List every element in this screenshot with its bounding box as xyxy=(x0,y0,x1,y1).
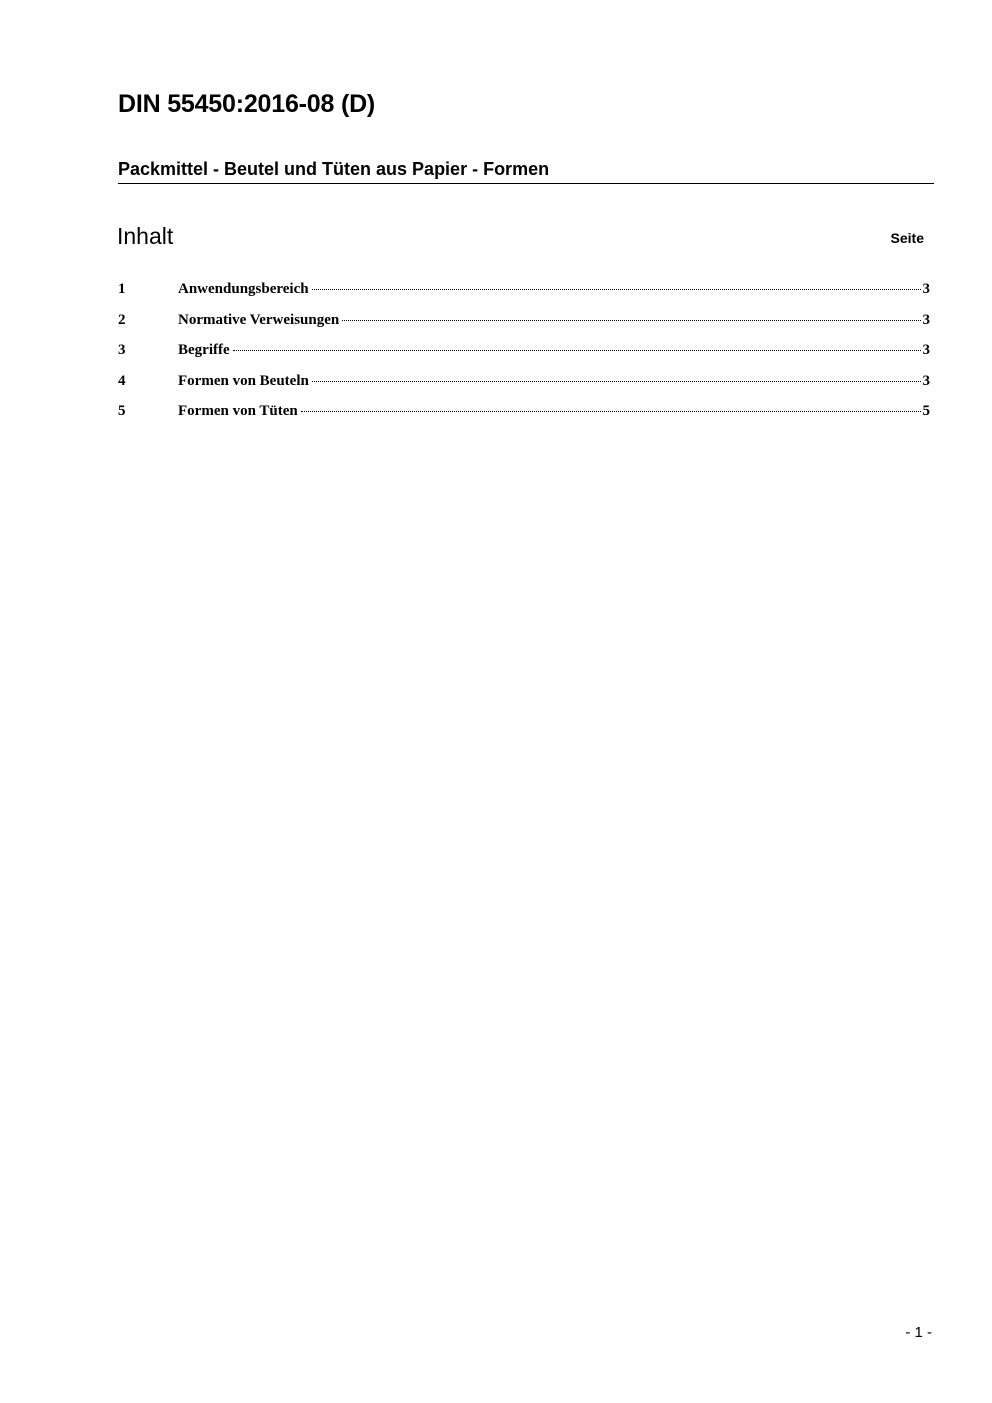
toc-entry-page: 3 xyxy=(922,342,930,358)
toc-entry-number: 1 xyxy=(118,281,126,297)
toc-entry-number: 3 xyxy=(118,342,126,358)
toc-dot-leader xyxy=(301,411,921,412)
toc-entry-begriffe[interactable] xyxy=(118,339,930,370)
toc-entry-page: 5 xyxy=(922,403,930,419)
toc-dot-leader xyxy=(312,289,921,290)
page-number: - 1 - xyxy=(905,1324,932,1341)
toc-entry-normative-verweisungen[interactable] xyxy=(118,309,930,340)
toc-entry-number: 4 xyxy=(118,372,126,389)
toc-entry-formen-von-beuteln[interactable] xyxy=(118,370,930,401)
toc-entry-label: Begriffe xyxy=(178,342,230,358)
toc-entry-page: 3 xyxy=(922,311,930,328)
toc-entry-number: 5 xyxy=(118,403,126,419)
toc-dot-leader xyxy=(342,320,920,321)
toc-page-column-label: Seite xyxy=(890,230,924,246)
toc-dot-leader xyxy=(233,350,921,351)
toc-heading: Inhalt xyxy=(117,223,174,249)
toc-entry-label: Formen von Beuteln xyxy=(178,372,309,389)
toc-entry-label: Formen von Tüten xyxy=(178,403,298,419)
toc-entry-page: 3 xyxy=(922,281,930,297)
table-of-contents xyxy=(118,278,930,431)
toc-entry-page: 3 xyxy=(922,372,930,389)
toc-entry-label: Normative Verweisungen xyxy=(178,311,340,328)
toc-entry-number: 2 xyxy=(118,311,126,328)
toc-entry-label: Anwendungsbereich xyxy=(178,281,309,297)
document-number: DIN 55450:2016-08 (D) xyxy=(118,90,376,118)
toc-dot-leader xyxy=(312,381,921,382)
toc-entry-formen-von-tueten[interactable] xyxy=(118,400,930,431)
toc-entry-anwendungsbereich[interactable] xyxy=(118,278,930,309)
document-title: Packmittel - Beutel und Tüten aus Papier - Formen xyxy=(118,157,934,184)
